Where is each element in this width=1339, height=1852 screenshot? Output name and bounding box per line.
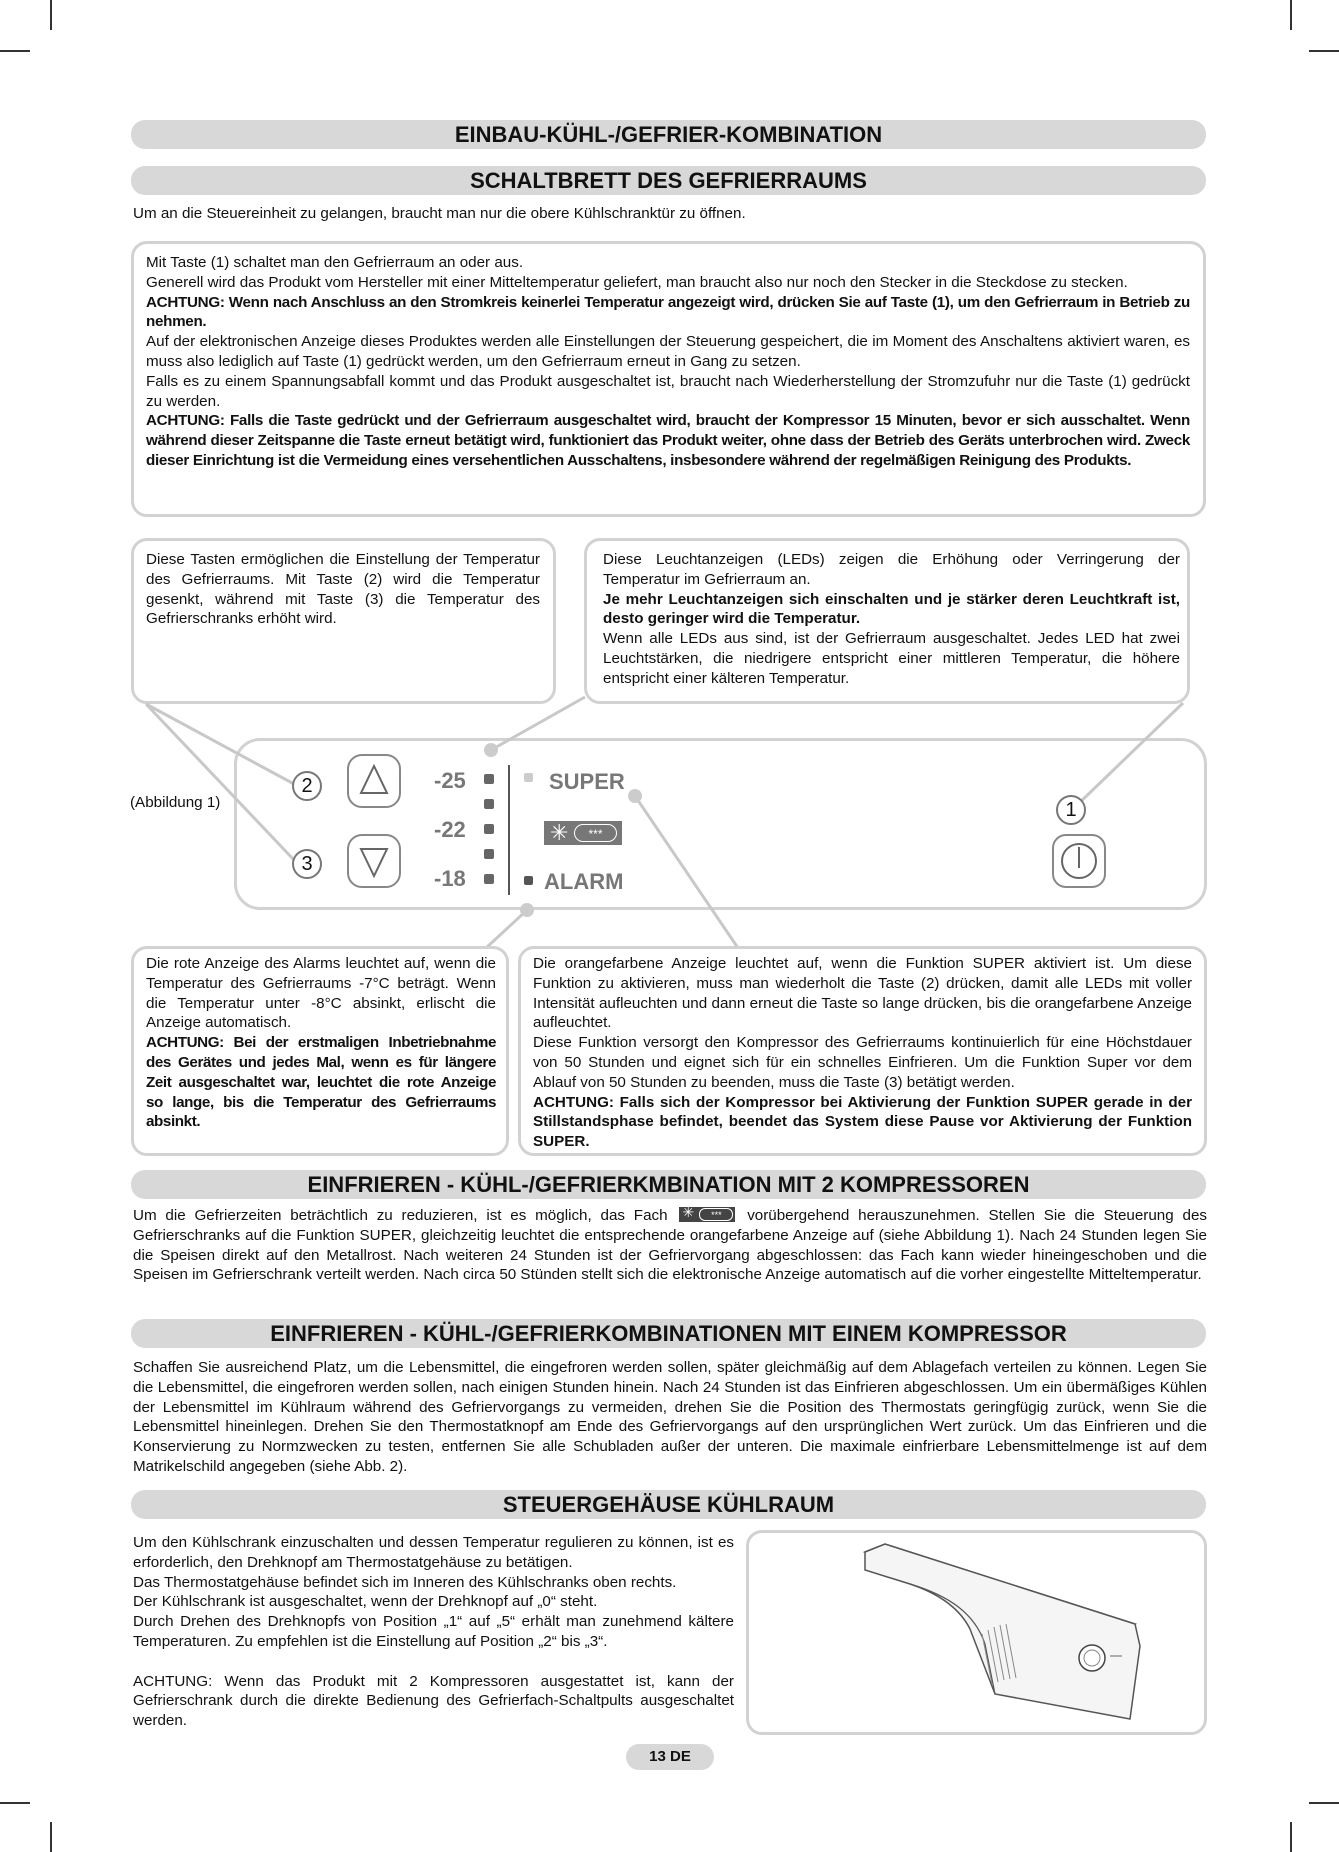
- fridge-p4: Durch Drehen des Drehknopfs von Position „1“ auf „5“ erhält man zunehmend kältere Temperaturen. Zu empfehlen ist die Einstellung auf Position „2“ bis „3“.: [133, 1613, 734, 1650]
- freeze1-heading: EINFRIEREN - KÜHL-/GEFRIERKOMBINATIONEN MIT EINEM KOMPRESSOR: [131, 1319, 1206, 1348]
- fridge-text: [133, 1533, 734, 1731]
- leader-line: [146, 704, 294, 860]
- super-p1: Die orangefarbene Anzeige leuchtet auf, wenn die Funktion SUPER aktiviert ist. Um diese Funktion zu aktivieren, muss man wiederholt die Taste (2) drücken, damit alle LEDs mit voller Intensität aufleuchten und dann erneut die Taste so lange drücken, bis die orangefarbene Anzeige aufleuchtet.: [533, 955, 1192, 1032]
- up-arrow-icon: [349, 756, 399, 806]
- temp-label-18: -18: [434, 866, 466, 891]
- figure-caption: (Abbildung 1): [130, 794, 221, 811]
- page-number: 13 DE: [626, 1744, 714, 1770]
- power-button[interactable]: [1052, 834, 1106, 888]
- temp-led: [484, 824, 494, 834]
- main-p5: Falls es zu einem Spannungsabfall kommt und das Produkt ausgeschaltet ist, braucht nach Wiederherstellung der Stromzufuhr nur die Taste (1) gedrückt zu werden.: [146, 372, 1190, 410]
- callout-1: 1: [1056, 795, 1086, 825]
- panel-heading: SCHALTBRETT DES GEFRIERRAUMS: [131, 166, 1206, 195]
- leader-dot: [628, 789, 642, 803]
- temp-down-button[interactable]: [347, 754, 401, 808]
- alarm-p2: ACHTUNG: Bei der erstmaligen Inbetriebnahme des Gerätes und jedes Mal, wenn es für längere Zeit ausgeschaltet war, leuchtet die rote Anzeige so lange, bis die Temperatur des Gefrierraums absinkt.: [146, 1034, 496, 1131]
- compartment-stars: ***: [699, 1208, 733, 1221]
- temp-up-button[interactable]: [347, 834, 401, 888]
- alarm-led: [524, 876, 533, 885]
- leader-dot: [484, 743, 498, 757]
- keys-info-text: Diese Tasten ermöglichen die Einstellung der Temperatur des Gefrierraums. Mit Taste (2) wird die Temperatur gesenkt, während mit Taste (3) die Temperatur des Gefrierschranks erhöht wird.: [146, 551, 540, 628]
- freeze1-text: Schaffen Sie ausreichend Platz, um die Lebensmittel, die eingefroren werden sollen, später gleichmäßig auf dem Ablagefach verteilen zu können. Legen Sie die Lebensmittel, die eingefroren werden sollen, nach einigen Stunden hinein. Nach 24 Stunden ist das Einfrieren abgeschlossen. Um ein übermäßiges Kühlen der Lebensmittel im Kühlraum während des Gefriervorgangs zu vermeiden, drehen Sie die Position des Thermostats geringfügig zurück, wenn Sie die Lebensmittel hineinlegen. Drehen Sie den Thermostatknopf am Ende des Gefriervorgangs auf den ursprünglichen Wert zurück. Um das Einfrieren und die Konservierung zu Normzwecken zu testen, entfernen Sie alle Schubladen außer der unteren. Die maximale einfrierbare Lebensmittelmenge ist auf dem Matrikelschild angegeben (siehe Abb. 2).: [133, 1359, 1207, 1475]
- super-led: [524, 773, 533, 782]
- freezer-star-icon: ✳ ***: [544, 821, 622, 845]
- super-label: SUPER: [549, 769, 625, 794]
- leader-dot: [520, 903, 534, 917]
- alarm-info-text: [146, 954, 496, 1132]
- fridge-p1: Um den Kühlschrank einzuschalten und dessen Temperatur regulieren zu können, ist es erforderlich, den Drehknopf am Thermostatgehäuse zu betätigen.: [133, 1534, 734, 1571]
- callout-3: 3: [292, 849, 322, 879]
- freezer-compartment-icon: ✳ ***: [679, 1207, 735, 1222]
- leader-line: [491, 697, 585, 750]
- alarm-label: ALARM: [544, 869, 624, 894]
- leader-line: [486, 910, 527, 948]
- main-p2: Generell wird das Produkt vom Hersteller mit einer Mitteltemperatur geliefert, man braucht also nur noch den Stecker in die Steckdose zu stecken.: [146, 273, 1128, 291]
- fridge-heading: STEUERGEHÄUSE KÜHLRAUM: [131, 1490, 1206, 1519]
- down-arrow-icon: [349, 836, 399, 886]
- freeze2-heading: EINFRIEREN - KÜHL-/GEFRIERKMBINATION MIT 2 KOMPRESSOREN: [131, 1170, 1206, 1199]
- leds-p3: Wenn alle LEDs aus sind, ist der Gefrierraum ausgeschaltet. Jedes LED hat zwei Leuchtstärken, die niedrigere entspricht einer mittleren Temperatur, die höhere entspricht einer kälteren Temperatur.: [603, 630, 1180, 687]
- main-p6: ACHTUNG: Falls die Taste gedrückt und der Gefrierraum ausgeschaltet wird, braucht der Kompressor 15 Minuten, bevor er sich ausschaltet. Wenn während dieser Zeitspanne die Taste erneut betätigt wird, funktioniert das Produkt weiter, ohne dass der Betrieb des Geräts unterbrochen wird. Zweck dieser Einrichtung ist die Vermeidung eines versehentlichen Ausschaltens, insbesondere während der regelmäßigen Reinigung des Produkts.: [146, 412, 1190, 469]
- power-icon: [1054, 836, 1104, 886]
- freeze2-text: [133, 1206, 1207, 1285]
- temp-led: [484, 774, 494, 784]
- alarm-p1: Die rote Anzeige des Alarms leuchtet auf, wenn die Temperatur des Gefrierraums -7°C beträgt. Wenn die Temperatur unter -8°C absinkt, erlischt die Anzeige automatisch.: [146, 955, 496, 1032]
- panel-divider: [508, 765, 510, 895]
- main-heading: EINBAU-KÜHL-/GEFRIER-KOMBINATION: [131, 120, 1206, 149]
- temp-led: [484, 849, 494, 859]
- freeze2-text-b: vorübergehend herauszunehmen. Stellen Sie die Steuerung des Gefrierschranks auf die Funktion SUPER, gleichzeitig leuchtet die entsprechende orangefarbene Anzeige auf (siehe Abbildung 1). Nach 24 Stunden legen Sie die Speisen direkt auf den Metallrost. Nach weiteren 24 Stunden ist der Gefriervorgang abgeschlossen: das Fach kann wieder hineingeschoben und die Speisen im Gefrierschrank verteilt werden. Nach circa 50 Stünden stellt sich die elektronische Anzeige automatisch auf die vorher eingestellte Mitteltemperatur.: [133, 1207, 1207, 1284]
- freeze2-text-a: Um die Gefrierzeiten beträchtlich zu reduzieren, ist es möglich, das Fach: [133, 1207, 668, 1224]
- super-p3: ACHTUNG: Falls sich der Kompressor bei Aktivierung der Funktion SUPER gerade in der Stillstandsphase befindet, beendet das System diese Pause vor Aktivierung der Funktion SUPER.: [533, 1093, 1192, 1151]
- temp-led: [484, 874, 494, 884]
- main-p1: Mit Taste (1) schaltet man den Gefrierraum an oder aus.: [146, 254, 524, 271]
- callout-2: 2: [292, 771, 322, 801]
- star-rating: ***: [574, 824, 617, 842]
- leds-p1: Diese Leuchtanzeigen (LEDs) zeigen die Erhöhung oder Verringerung der Temperatur im Gefrierraum an.: [603, 551, 1180, 588]
- temp-label-22: -22: [434, 817, 466, 842]
- leader-line: [146, 704, 294, 784]
- leds-p2: Je mehr Leuchtanzeigen sich einschalten und je stärker deren Leuchtkraft ist, desto geringer wird die Temperatur.: [603, 590, 1180, 628]
- main-p3: ACHTUNG: Wenn nach Anschluss an den Stromkreis keinerlei Temperatur angezeigt wird, drücken Sie auf Taste (1), um den Gefrierraum in Betrieb zu nehmen.: [146, 293, 1190, 331]
- temp-led: [484, 799, 494, 809]
- super-info-text: [533, 954, 1192, 1152]
- fridge-p5: ACHTUNG: Wenn das Produkt mit 2 Kompressoren ausgestattet ist, kann der Gefrierschrank durch die direkte Bedienung des Gefrierfach-Schaltpults ausgeschaltet werden.: [133, 1672, 734, 1730]
- thermostat-housing-illustration: [750, 1534, 1205, 1732]
- super-p2: Diese Funktion versorgt den Kompressor des Gefrierraums kontinuierlich für eine Höchstdauer von 50 Stunden und eignet sich für ein schnelles Einfrieren. Um die Funktion Super vor dem Ablauf von 50 Stunden zu beenden, muss die Taste (3) betätigt werden.: [533, 1034, 1192, 1091]
- intro-text: Um an die Steuereinheit zu gelangen, braucht man nur die obere Kühlschranktür zu öffnen.: [133, 205, 746, 222]
- temp-label-25: -25: [434, 768, 466, 793]
- leader-line: [1074, 703, 1183, 808]
- fridge-p2: Das Thermostatgehäuse befindet sich im Inneren des Kühlschranks oben rechts.: [133, 1573, 677, 1591]
- main-p4: Auf der elektronischen Anzeige dieses Produktes werden alle Einstellungen der Steuerung gespeichert, die im Moment des Anschaltens aktiviert waren, es muss also lediglich auf Taste (1) gedrückt werden, um den Gefrierraum erneut in Gang zu setzen.: [146, 333, 1190, 370]
- leader-line: [635, 796, 738, 948]
- fridge-p3: Der Kühlschrank ist ausgeschaltet, wenn der Drehknopf auf „0“ steht.: [133, 1593, 598, 1611]
